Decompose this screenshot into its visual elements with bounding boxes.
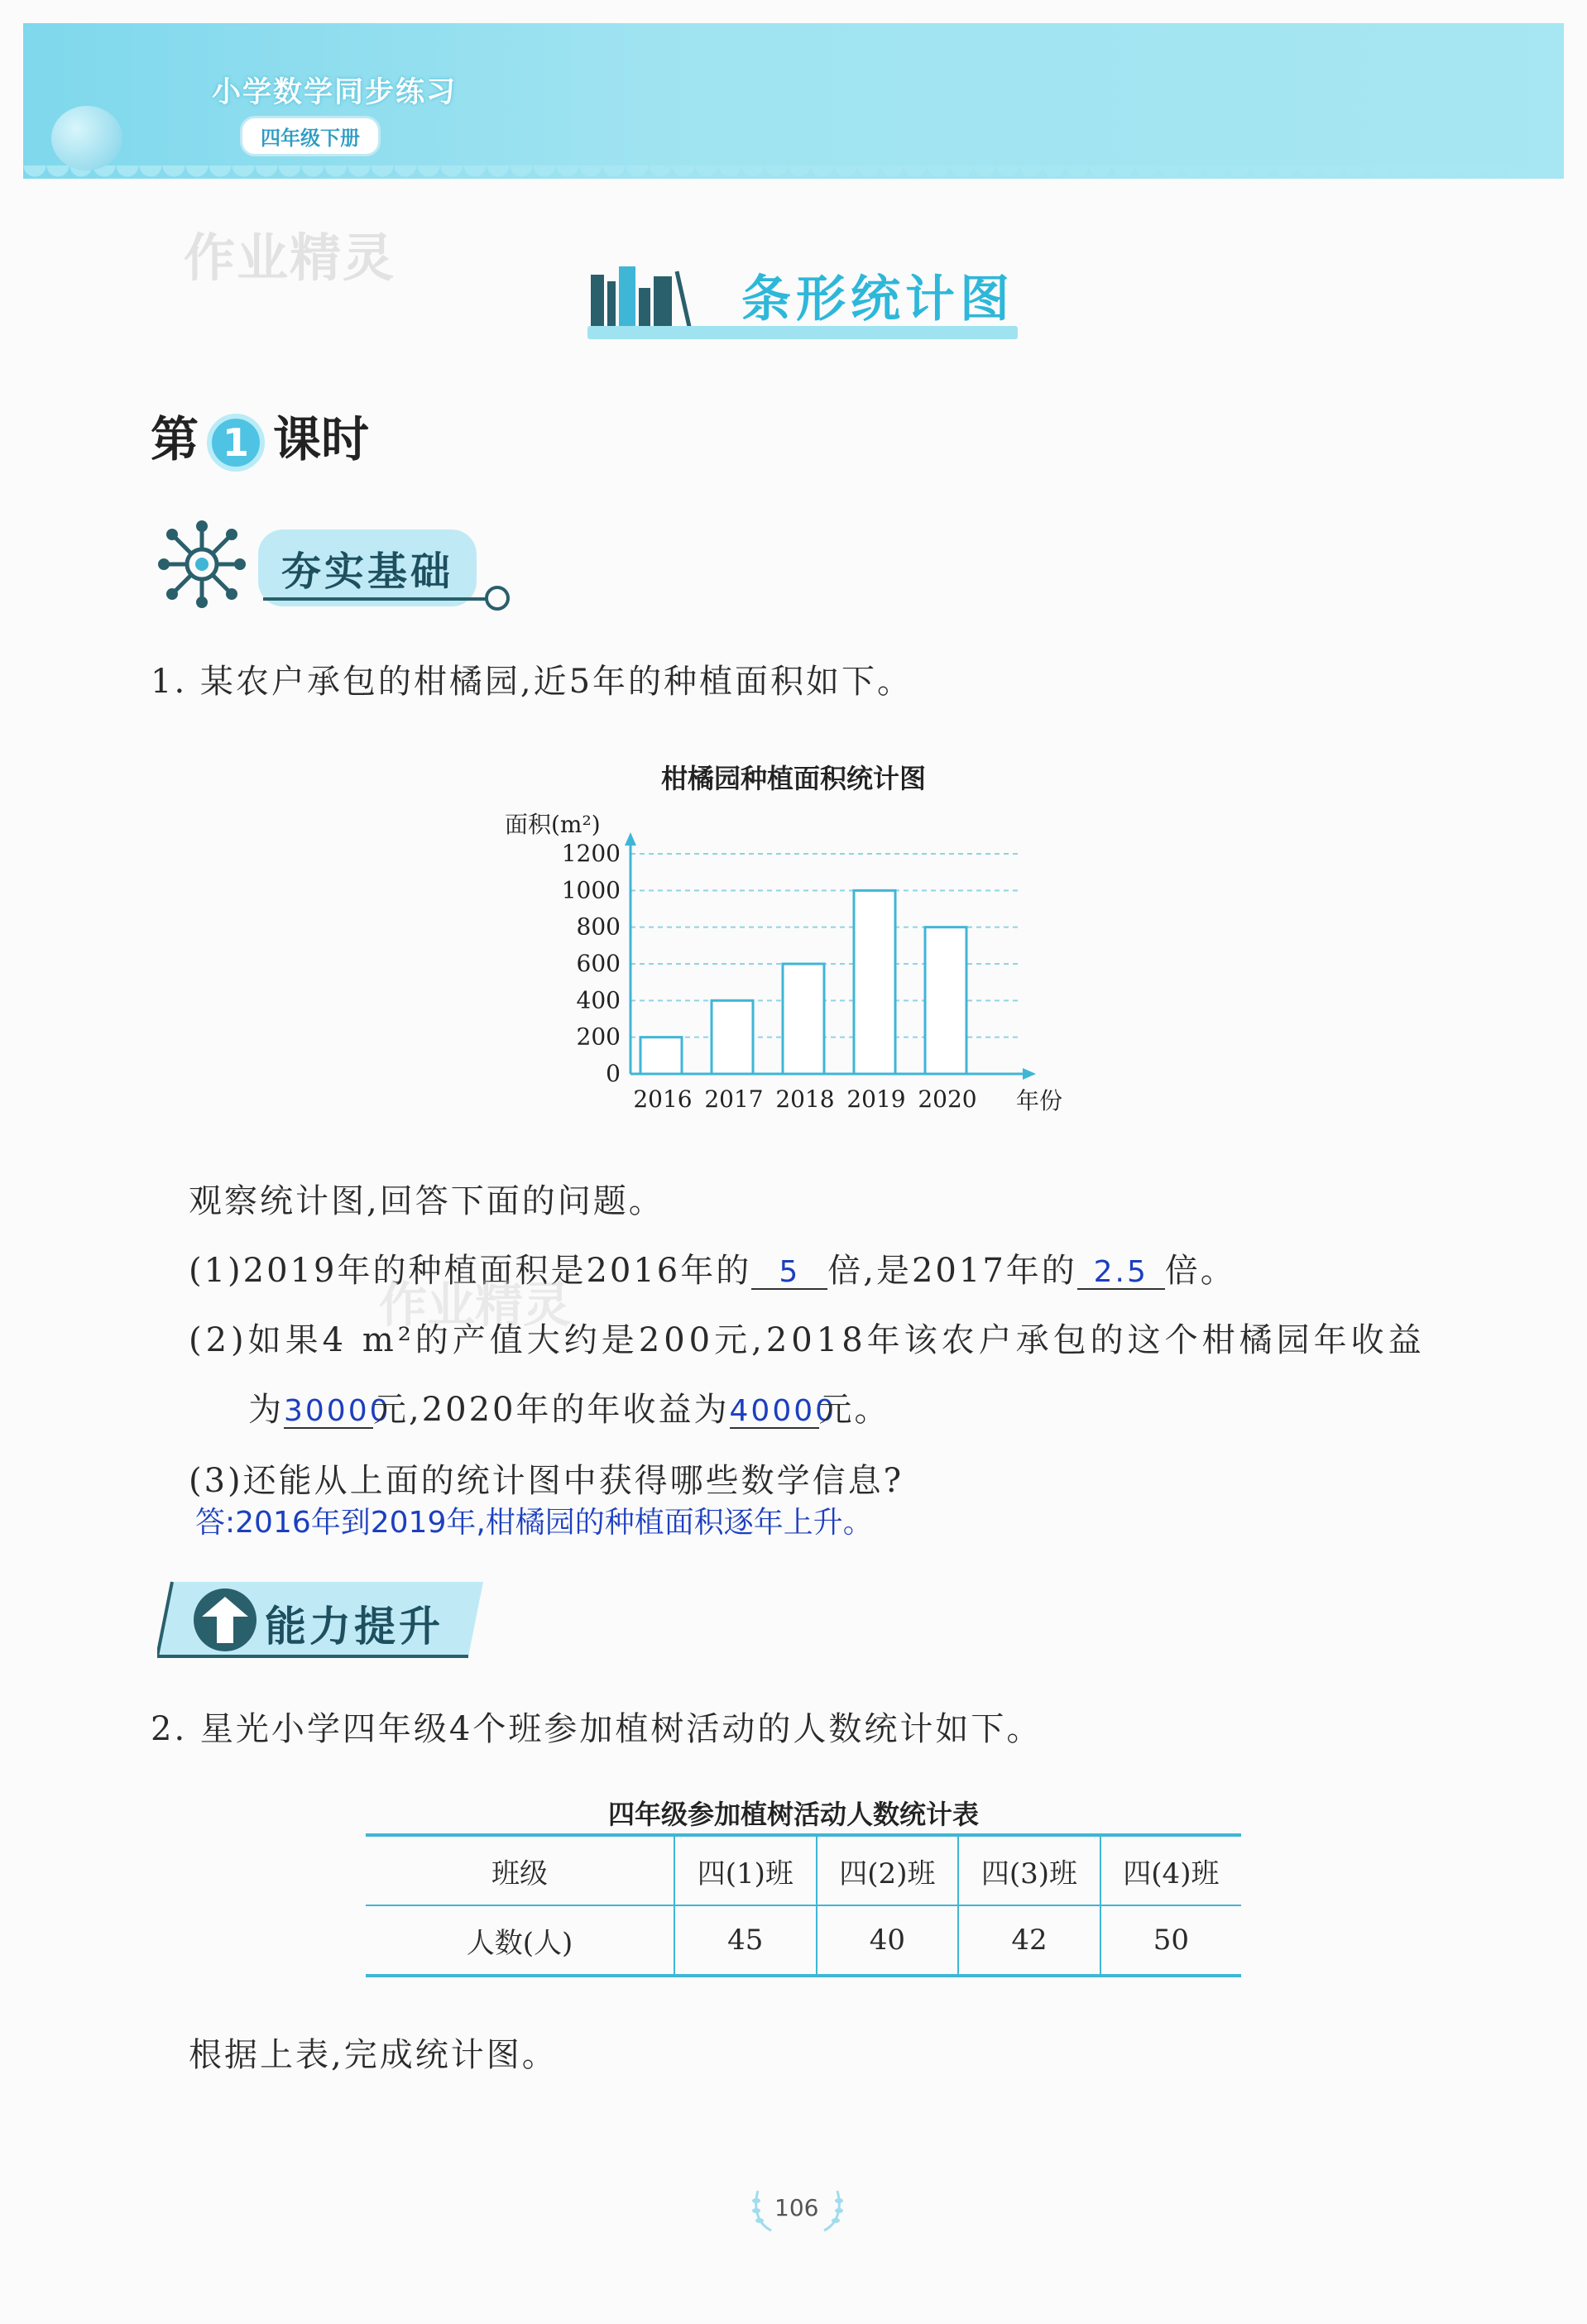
lesson-number-badge: 1 (207, 414, 265, 472)
bar-2016 (640, 1037, 682, 1074)
table-header-row (366, 1835, 1241, 1905)
y-axis-label: 面积(m²) (505, 811, 601, 838)
chart-bars (640, 890, 966, 1074)
q1-part2-text-c: 元,2020年的年收益为 (373, 1391, 730, 1429)
q1-part3: (3)还能从上面的统计图中获得哪些数学信息? (189, 1462, 904, 1500)
table-cell: 四(1)班 (674, 1835, 817, 1905)
table-cell: 50 (1100, 1905, 1241, 1976)
q2-stem: 2. 星光小学四年级4个班参加植树活动的人数统计如下。 (151, 1710, 1043, 1748)
y-tick-label: 200 (576, 1023, 621, 1051)
bar-chart (488, 811, 1084, 1117)
table-cell: 42 (958, 1905, 1100, 1976)
stats-table (366, 1833, 1241, 1977)
x-tick-label: 2016 (633, 1085, 693, 1113)
table-cell: 四(4)班 (1100, 1835, 1241, 1905)
q1-part2-text-d: 元。 (818, 1391, 890, 1429)
chart-title: 柑橘园种植面积统计图 (660, 763, 926, 794)
q1-part2-answer-2: 40000 (729, 1394, 837, 1428)
y-tick-label: 1000 (561, 876, 621, 904)
q1-part1-text-b: 倍,是2017年的 (827, 1252, 1077, 1290)
y-axis-arrow (625, 832, 636, 846)
lesson-title (151, 400, 369, 472)
y-tick-label: 0 (606, 1060, 621, 1087)
q1-part1-answer-1: 5 (751, 1257, 827, 1290)
apple-mascot-icon (51, 106, 122, 170)
lesson-prefix: 第 (151, 411, 199, 467)
bar-2018 (783, 964, 824, 1074)
y-tick-label: 800 (576, 913, 621, 941)
heading-rule-dot (485, 586, 510, 611)
table-cell: 四(3)班 (958, 1835, 1100, 1905)
q2-instruction: 根据上表,完成统计图。 (189, 2036, 558, 2074)
laurel-left-icon (750, 2184, 774, 2234)
bar-2017 (712, 1000, 753, 1074)
table-cell: 四(2)班 (817, 1835, 959, 1905)
y-ticks (562, 840, 621, 1087)
network-icon (157, 520, 247, 609)
table-title: 四年级参加植树活动人数统计表 (607, 1799, 979, 1830)
q1-part1-answer-2: 2.5 (1077, 1257, 1165, 1290)
q1-part2-line1: (2)如果4 m²的产值大约是200元,2018年该农户承包的这个柑橘园年收益 (189, 1321, 1426, 1359)
bar-2020 (925, 927, 966, 1074)
laurel-right-icon (821, 2184, 846, 2234)
q1-part1-text-a: (1)2019年的种植面积是2016年的 (189, 1252, 752, 1290)
q1-part1-text-c: 倍。 (1164, 1252, 1236, 1290)
x-ticks (633, 1085, 976, 1113)
x-tick-label: 2017 (704, 1085, 764, 1113)
basics-heading: 夯实基础 (258, 529, 477, 606)
bar-2019 (854, 890, 895, 1074)
header-scallop (23, 165, 1564, 195)
page-number: 106 (774, 2194, 819, 2221)
watermark: 作业精灵 (184, 228, 396, 288)
table-row (366, 1905, 1241, 1976)
heading-rule (263, 597, 487, 601)
x-tick-label: 2019 (846, 1085, 906, 1113)
y-tick-label: 1200 (561, 840, 621, 867)
q1-part1 (189, 1244, 1236, 1291)
y-tick-label: 400 (576, 986, 621, 1014)
q1-part2-text-b: 为 (248, 1391, 284, 1429)
table-cell: 45 (674, 1905, 817, 1976)
table-cell: 人数(人) (366, 1905, 674, 1976)
section-title: 条形统计图 (741, 271, 1014, 328)
q1-part2-answer-1: 30000 (284, 1394, 391, 1428)
q1-part3-answer: 答:2016年到2019年,柑橘园的种植面积逐年上升。 (195, 1506, 873, 1540)
watermark-center: 作业精灵 (379, 1277, 572, 1333)
lesson-suffix: 课时 (273, 411, 370, 467)
q1-observe: 观察统计图,回答下面的问题。 (189, 1182, 664, 1220)
x-axis-label: 年份 (1016, 1087, 1063, 1114)
table-cell: 班级 (366, 1835, 674, 1905)
x-tick-label: 2018 (775, 1085, 835, 1113)
q1-stem: 1. 某农户承包的柑橘园,近5年的种植面积如下。 (151, 663, 913, 701)
table-cell: 40 (817, 1905, 959, 1976)
y-tick-label: 600 (576, 950, 621, 977)
q1-part2-line2 (248, 1383, 890, 1430)
book-grade: 四年级下册 (240, 116, 381, 156)
x-axis-arrow (1023, 1068, 1036, 1080)
x-tick-label: 2020 (918, 1085, 977, 1113)
book-title: 小学数学同步练习 (212, 76, 458, 109)
ability-heading: 能力提升 (265, 1603, 443, 1651)
